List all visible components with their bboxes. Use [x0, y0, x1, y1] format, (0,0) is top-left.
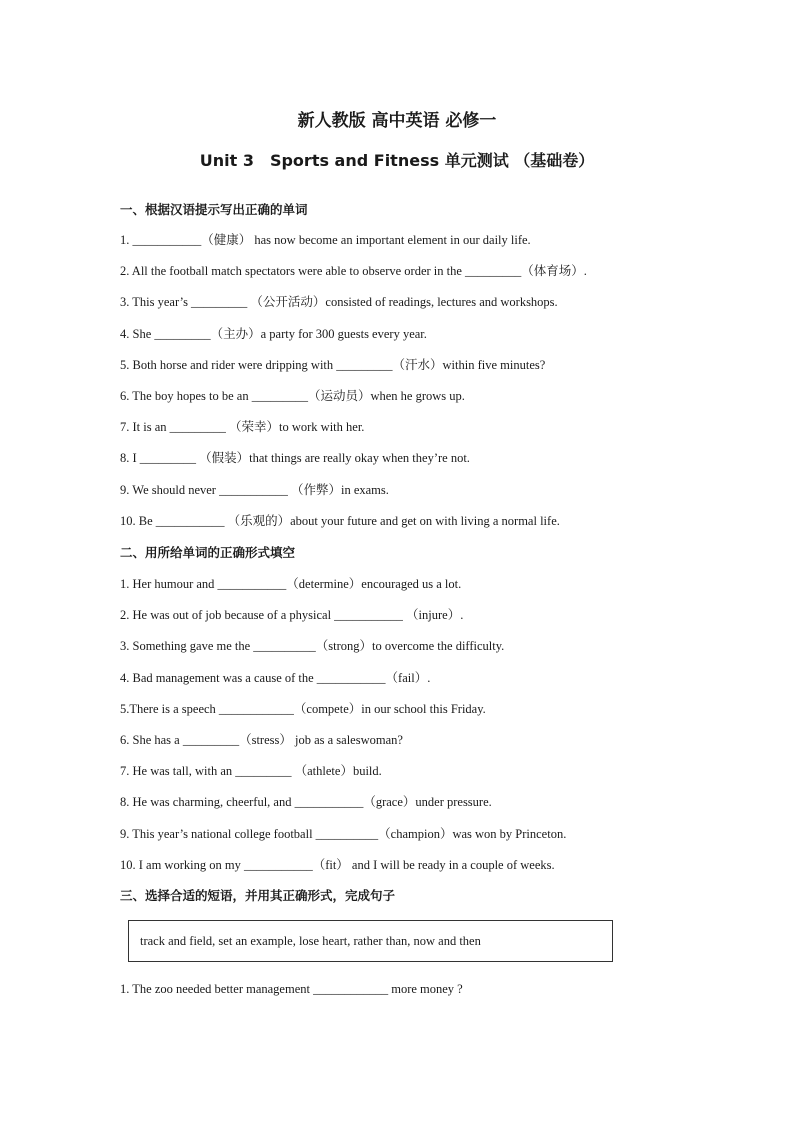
- question-item: 1. ___________（健康） has now become an important element in our daily life.: [120, 233, 531, 247]
- question-item: 1. Her humour and ___________（determine）encouraged us a lot.: [120, 577, 462, 591]
- question-item: 3. This year’s _________ （公开活动）consisted of readings, lectures and workshops.: [120, 295, 558, 310]
- question-item: 2. All the football match spectators were able to observe order in the _________（体育场）.: [120, 264, 587, 279]
- document-title: 新人教版 高中英语 必修一: [297, 111, 497, 131]
- question-item: 7. It is an _________ （荣幸）to work with her.: [120, 420, 365, 435]
- question-item: 4. She _________（主办）a party for 300 guests every year.: [120, 326, 427, 341]
- question-item: 1. The zoo needed better management ____________ more money ?: [120, 982, 463, 996]
- question-item: 4. Bad management was a cause of the ___________（fail）.: [120, 670, 431, 685]
- question-item: 2. He was out of job because of a physical ___________ （injure）.: [120, 608, 464, 623]
- question-item: 10. Be ___________ （乐观的）about your future and get on with living a normal life.: [120, 513, 560, 528]
- question-item: 5. Both horse and rider were dripping with _________（汗水）within five minutes?: [120, 357, 546, 372]
- question-item: 8. He was charming, cheerful, and ___________（grace）under pressure.: [120, 795, 492, 810]
- question-item: 6. She has a _________（stress） job as a saleswoman?: [120, 732, 403, 747]
- question-item: 9. We should never ___________ （作弊）in exams.: [120, 482, 389, 497]
- question-item: 7. He was tall, with an _________ （athlete）build.: [120, 764, 382, 779]
- document-subtitle: Unit 3 Sports and Fitness 单元测试 （基础卷）: [199, 151, 595, 170]
- section-3-heading: 三、选择合适的短语，并用其正确形式，完成句子: [120, 888, 396, 903]
- section-1-heading: 一、根据汉语提示写出正确的单词: [120, 202, 308, 217]
- question-item: 6. The boy hopes to be an _________（运动员）when he grows up.: [120, 388, 465, 403]
- question-item: 8. I _________ （假装）that things are really okay when they’re not.: [120, 451, 470, 466]
- question-item: 3. Something gave me the __________（strong）to overcome the difficulty.: [120, 639, 505, 654]
- question-item: 5.There is a speech ____________（compete）in our school this Friday.: [120, 701, 486, 716]
- section-2-list: [120, 574, 680, 886]
- section-1-list: [120, 230, 680, 542]
- phrase-box: track and field, set an example, lose heart, rather than, now and then: [128, 920, 613, 962]
- section-2-heading: 二、用所给单词的正确形式填空: [120, 545, 296, 560]
- question-item: 9. This year’s national college football __________（champion）was won by Princeton.: [120, 826, 567, 841]
- question-item: 10. I am working on my ___________（fit） and I will be ready in a couple of weeks.: [120, 857, 555, 872]
